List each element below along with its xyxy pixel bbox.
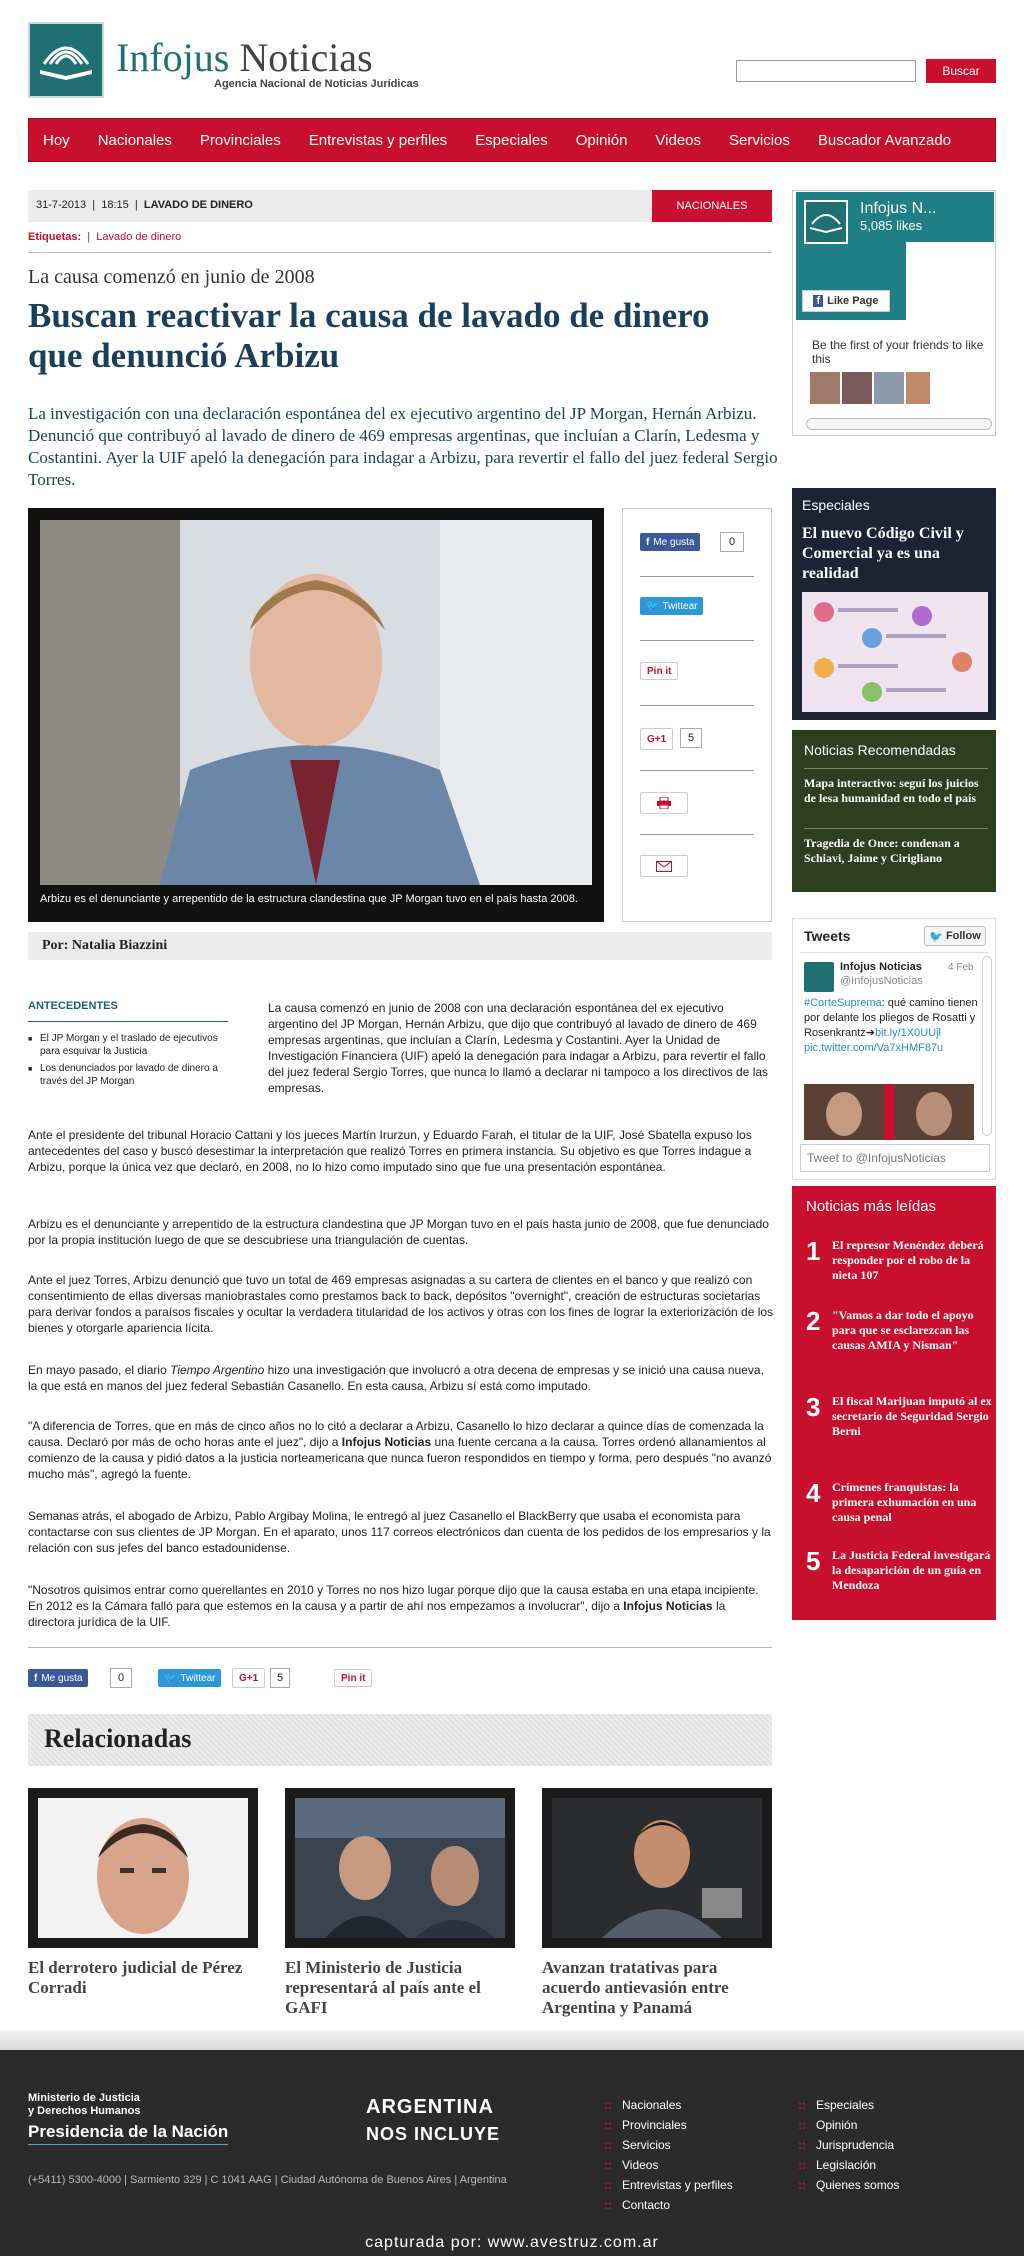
like-count: 0	[110, 1668, 132, 1688]
gplus-button[interactable]: G+1	[640, 728, 673, 750]
footer	[0, 2050, 1024, 2256]
tweet-label: Twittear	[662, 600, 698, 612]
share-divider	[640, 834, 754, 835]
nav-nacionales[interactable]: Nacionales	[97, 131, 172, 149]
footer-link[interactable]: :: Servicios	[604, 2138, 671, 2152]
newspaper-name: Tiempo Argentino	[170, 1363, 265, 1377]
footer-ministerio[interactable]: Ministerio de Justicia y Derechos Humanos	[28, 2092, 141, 2117]
recomendada-link[interactable]: Mapa interactivo: seguí los juicios de lesa humanidad en todo el país	[804, 776, 979, 805]
rank-number: 3	[806, 1392, 821, 1422]
nav-especiales[interactable]: Especiales	[475, 131, 548, 149]
photo-caption: Arbizu es el denunciante y arrepentido de la estructura clandestina que JP Morgan tuvo en el país hasta 2008.	[40, 893, 578, 905]
mas-leida-link[interactable]: La Justicia Federal investigará la desaparición de un guía en Mendoza	[832, 1548, 991, 1592]
related-headline[interactable]: Avanzan tratativas para acuerdo antievasión entre Argentina y Panamá	[542, 1958, 729, 2017]
antecedente-link[interactable]: ■ Los denunciados por lavado de dinero a través del JP Morgan	[28, 1062, 238, 1088]
mas-leida-link[interactable]: Crímenes franquistas: la primera exhumación en una causa penal	[832, 1480, 977, 1524]
footer-link[interactable]: :: Opinión	[798, 2118, 857, 2132]
tweets-title: Tweets	[804, 928, 851, 944]
mas-leida-link[interactable]: El represor Menéndez deberá responder por el robo de la nieta 107	[832, 1238, 984, 1282]
facebook-icon: f	[646, 536, 650, 548]
especiales-title[interactable]: El nuevo Código Civil y Comercial ya es una realidad	[802, 525, 964, 582]
tweet-label: Twittear	[180, 1672, 216, 1684]
follow-label: Follow	[945, 930, 981, 942]
footer-link[interactable]: :: Especiales	[798, 2098, 874, 2112]
text: hizo una investigación que involucró a otra decena de empresas y se inició una causa nueva, la que está en manos del juez federal Sebastián Casanello. En esta causa, Arbizu sí está como imputado.	[28, 1363, 764, 1393]
twitter-bird-icon: 🐦	[646, 600, 659, 612]
related-image[interactable]	[38, 1798, 248, 1938]
twitter-button[interactable]	[640, 597, 703, 615]
related-image[interactable]	[295, 1798, 505, 1938]
tags-label: Etiquetas:	[28, 231, 82, 243]
article-meta: 31-7-2013 | 18:15 | LAVADO DE DINERO	[36, 199, 253, 211]
twitter-button-bottom[interactable]	[158, 1669, 221, 1687]
pinterest-button[interactable]: Pin it	[640, 662, 678, 680]
gplus-count: 5	[270, 1668, 290, 1688]
email-button[interactable]	[640, 855, 688, 877]
tweet-avatar[interactable]	[804, 962, 834, 992]
tweet-to-input[interactable]: Tweet to @InfojusNoticias	[800, 1144, 990, 1172]
article-topic: LAVADO DE DINERO	[143, 199, 253, 211]
rank-number: 5	[806, 1546, 821, 1576]
logo-emblem[interactable]	[28, 22, 104, 98]
tweet-hashtag[interactable]: #CorteSuprema	[804, 997, 882, 1009]
footer-link[interactable]: :: Jurisprudencia	[798, 2138, 894, 2152]
article-kicker: La causa comenzó en junio de 2008	[28, 266, 315, 288]
share-divider	[640, 770, 754, 771]
article-author: Por: Natalia Biazzini	[42, 938, 168, 953]
main-nav	[28, 118, 996, 162]
footer-presidencia[interactable]: Presidencia de la Nación	[28, 2122, 228, 2145]
like-page-label: Like Page	[827, 295, 879, 307]
footer-link[interactable]: :: Legislación	[798, 2158, 876, 2172]
especiales-image[interactable]	[802, 592, 988, 712]
nav-provinciales[interactable]: Provinciales	[199, 131, 281, 149]
printer-icon	[657, 797, 671, 809]
gplus-count: 5	[680, 728, 702, 748]
antecedente-link[interactable]: ■ El JP Morgan y el traslado de ejecutivos para esquivar la Justicia	[28, 1032, 238, 1058]
article-paragraph	[28, 1418, 774, 1482]
article-headline: Buscan reactivar la causa de lavado de dinero que denunció Arbizu	[28, 296, 710, 375]
site-logo[interactable]	[116, 34, 373, 81]
facebook-scrollbar[interactable]	[806, 418, 992, 430]
divider	[28, 1647, 772, 1648]
text: "Nosotros quisimos entrar como querellantes en 2010 y Torres no nos hizo lugar porque dijo que la causa estaba en una etapa incipiente. En 2012 es la Cámara falló para que estemos en la causa y a partir de ahí nos empezamos a involucrar", dijo a	[28, 1583, 759, 1613]
twitter-bird-icon: 🐦	[929, 930, 943, 943]
recomendada-link[interactable]: Tragedia de Once: condenan a Schiavi, Jaime y Cirigliano	[804, 836, 960, 865]
mas-leida-link[interactable]: El fiscal Marijuan imputó al ex secretario de Seguridad Sergio Berni	[832, 1394, 992, 1438]
capture-credit: capturada por: www.avestruz.com.ar	[365, 2234, 659, 2251]
related-image[interactable]	[552, 1798, 762, 1938]
article-lead: La investigación con una declaración espontánea del ex ejecutivo argentino del JP Morgan, Hernán Arbizu. Denunció que contribuyó al lavado de dinero de 469 empresas argentinas, que incluían a Clarín, Ledesma y Costantini. Ayer la UIF apeló la denegación para indagar a Arbizu, para revertir el fallo del juez federal Sergio Torres.	[28, 404, 778, 489]
brand-name: Infojus Noticias	[341, 1435, 432, 1449]
tags: Etiquetas: | Lavado de dinero	[28, 231, 182, 243]
footer-argentina: ARGENTINA	[366, 2096, 494, 2118]
search-button[interactable]: Buscar	[926, 59, 996, 83]
twitter-follow-button[interactable]	[924, 926, 986, 946]
tweet-author-handle[interactable]: @InfojusNoticias	[840, 975, 923, 987]
twitter-bird-icon: 🐦	[164, 1672, 177, 1684]
rank-number: 4	[806, 1478, 821, 1508]
article-paragraph: Semanas atrás, el abogado de Arbizu, Pablo Argibay Molina, le entregó al juez Casanello el BlackBerry que usaba el economista para contactarse con sus clientes de JP Morgan. En el aparato, unos 117 correos electrónicos dan cuenta de los pedidos de los empresarios y la relación con sus jefes del banco estadounidense.	[28, 1509, 771, 1555]
nav-buscador[interactable]: Buscador Avanzado	[817, 131, 952, 149]
facebook-icon: f	[34, 1672, 38, 1684]
article-photo	[40, 520, 592, 885]
article-paragraph: Ante el presidente del tribunal Horacio Cattani y los jueces Martín Irurzun, y Eduardo Farah, el titular de la UIF, José Sbatella expuso los antecedentes del caso y buscó desestimar la interpretación que realizó Torres en primera instancia. Su objetivo es que Torres indague a Arbizu, porque la única vez que declaró, en 2008, no lo hizo como imputado sino que fue una presentación espontánea.	[28, 1128, 752, 1174]
text: En mayo pasado, el diario	[28, 1363, 171, 1377]
facebook-like-button[interactable]	[640, 533, 700, 551]
like-label: Me gusta	[653, 536, 695, 548]
twitter-scrollbar[interactable]	[982, 956, 992, 1136]
facebook-icon: f	[813, 295, 823, 307]
mas-leidas-label: Noticias más leídas	[806, 1198, 937, 1215]
recomendadas-label: Noticias Recomendadas	[804, 742, 956, 758]
section-badge[interactable]: NACIONALES	[652, 190, 772, 222]
tweet-link[interactable]: bit.ly/1X0UUjl	[874, 1027, 941, 1039]
brand-name: Infojus Noticias	[623, 1599, 713, 1613]
nav-videos[interactable]: Videos	[655, 131, 702, 149]
especiales-label: Especiales	[802, 497, 870, 513]
logo-word-noticias: Noticias	[239, 35, 373, 80]
tweet-text	[804, 996, 978, 1056]
text: "A diferencia de Torres, que en más de cinco años no lo citó a declarar a Arbizu, Casanello lo hizo declarar a quince días de comenzada la causa. Declaró por más de ocho horas ante el juez", dijo a	[28, 1419, 764, 1449]
nav-opinion[interactable]: Opinión	[575, 131, 628, 149]
text: la directora jurídica de la UIF.	[28, 1599, 726, 1629]
footer-address: (+5411) 5300-4000 | Sarmiento 329 | C 1041 AAG | Ciudad Autónoma de Buenos Aires | Argentina	[28, 2174, 507, 2186]
footer-nos-incluye: NOS INCLUYE	[366, 2124, 501, 2144]
footer-link[interactable]: :: Contacto	[604, 2198, 670, 2212]
facebook-likes-count: 5,085 likes	[860, 218, 923, 233]
nav-entrevistas[interactable]: Entrevistas y perfiles	[308, 131, 448, 149]
book-sun-icon	[30, 24, 102, 96]
footer-link[interactable]: :: Quienes somos	[798, 2178, 899, 2192]
share-divider	[640, 576, 754, 577]
logo-word-infojus: Infojus	[116, 35, 230, 80]
facebook-like-page-button[interactable]	[802, 290, 890, 312]
antecedentes-list	[28, 1032, 238, 1092]
like-label: Me gusta	[41, 1672, 83, 1684]
mas-leida-link[interactable]: "Vamos a dar todo el apoyo para que se esclarezcan las causas AMIA y Nisman"	[832, 1308, 974, 1352]
antecedentes-title: ANTECEDENTES	[28, 1000, 118, 1012]
tweet-date[interactable]: 4 Feb	[948, 962, 974, 973]
related-headline[interactable]: El Ministerio de Justicia representará al país ante el GAFI	[285, 1958, 481, 2017]
nav-servicios[interactable]: Servicios	[729, 131, 790, 149]
tweet-author-name[interactable]: Infojus Noticias	[840, 961, 922, 973]
text: una fuente cercana a la causa. Torres ordenó allanamientos al comienzo de la causa y pidió datos a la justicia norteamericana que nunca fueron respondidos en tiempo y forma, pero después "no avanzó mucho más", agregó la fuente.	[28, 1435, 772, 1481]
tweet-pic-link[interactable]: pic.twitter.com/Va7xHMF87u	[804, 1042, 944, 1054]
article-paragraph	[28, 1362, 774, 1394]
article-paragraph	[28, 1582, 774, 1630]
search-input[interactable]	[736, 60, 916, 82]
rank-number: 1	[806, 1236, 821, 1266]
nav-hoy[interactable]: Hoy	[43, 131, 70, 149]
print-button[interactable]	[640, 792, 688, 814]
tweet-body: : qué camino tienen por delante los pliegos de Rosatti y Rosenkrantz➔	[804, 997, 978, 1039]
facebook-friend-avatars	[810, 372, 930, 404]
share-divider	[640, 705, 754, 706]
pinterest-button-bottom[interactable]: Pin it	[334, 1669, 372, 1687]
article-time: 18:15	[101, 199, 129, 211]
related-title: Relacionadas	[44, 1724, 192, 1753]
like-count: 0	[720, 532, 744, 552]
footer-link[interactable]: :: Provinciales	[604, 2118, 687, 2132]
tweet-image[interactable]	[804, 1084, 974, 1140]
divider	[28, 252, 772, 253]
footer-link[interactable]: :: Entrevistas y perfiles	[604, 2178, 733, 2192]
divider	[800, 952, 988, 953]
article-paragraph: Arbizu es el denunciante y arrepentido de la estructura clandestina que JP Morgan tuvo en el país hasta junio de 2008, que fue denunciado por la propia institución luego de que se descubriese una triangulación de cuentas.	[28, 1217, 769, 1247]
logo-subtitle: Agencia Nacional de Noticias Jurídicas	[214, 78, 419, 90]
antecedentes-divider	[28, 1021, 228, 1022]
share-divider	[640, 640, 754, 641]
facebook-like-button-bottom[interactable]	[28, 1669, 88, 1687]
facebook-page-name[interactable]: Infojus N...	[860, 200, 937, 217]
divider	[804, 828, 988, 829]
rank-number: 2	[806, 1306, 821, 1336]
envelope-icon	[656, 861, 672, 872]
footer-shadow	[0, 2030, 1024, 2050]
tag-link[interactable]: Lavado de dinero	[96, 231, 182, 243]
article-date: 31-7-2013	[36, 199, 87, 211]
footer-link[interactable]: :: Nacionales	[604, 2098, 681, 2112]
facebook-friends-text: Be the first of your friends to like this	[812, 338, 984, 366]
article-paragraph: La causa comenzó en junio de 2008 con una declaración espontánea del ex ejecutivo argentino del JP Morgan, Hernán Arbizu, que dijo que contribuyó al lavado de dinero de 469 empresas argentinas, que incluían a Clarín, Ledesma y Costantini. Ayer la Unidad de Investigación Financiera (UIF) apeló la denegación para indagar a Arbizu, para revertir el fallo del juez federal Sergio Torres, que nunca lo llamó a declarar ni tampoco a los directivos de las empresas.	[268, 1001, 769, 1095]
footer-link[interactable]: :: Videos	[604, 2158, 658, 2172]
related-headline[interactable]: El derrotero judicial de Pérez Corradi	[28, 1958, 243, 1997]
divider	[804, 768, 988, 769]
gplus-button-bottom[interactable]: G+1	[232, 1668, 265, 1688]
article-paragraph: Ante el juez Torres, Arbizu denunció que tuvo un total de 469 empresas asignadas a su cartera de clientes en el banco y que realizó con consentimiento de ellas diversas maniobrastales como prestamos back to back, depósitos "overnight", creación de estructuras societarias para derivar fondos a paraísos fiscales y ocultar la verdadera titularidad de los activos y otras con los fines de lograr la exteriorización de los bienes y otorgarle apariencia lícita.	[28, 1273, 774, 1335]
